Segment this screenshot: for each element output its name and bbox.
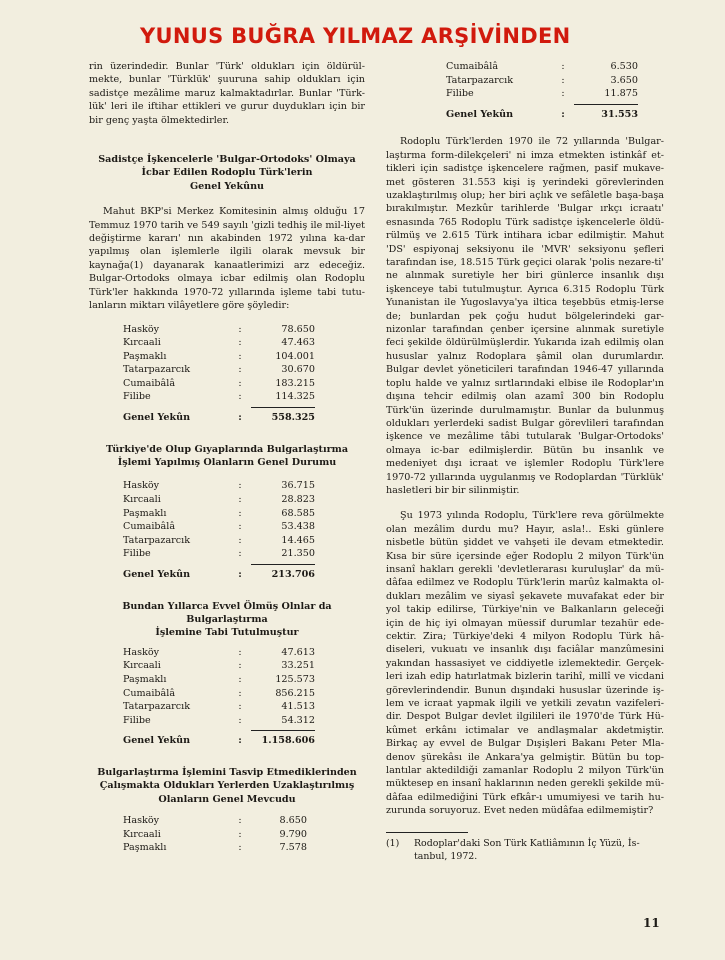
rule-row (123, 404, 315, 411)
row-separator: : (238, 646, 242, 658)
body-paragraph-1: Mahut BKP'si Merkez Komitesinin almış olduğu 17 Temmuz 1970 tarih ve 549 sayılı 'gizli tedhiş ile mil-liyet değiştirme kararı' nın akabinden 1972 yılına ka-dar yapılmış olan işlemlerle ilgili olarak mevsuk bir kaynağa(1) dayanarak kanaatlerimizi arz edeceğiz. Bulgar-Ortodoks olmaya icbar edilmiş olan Rodoplu Türk'ler hakkında 1970-72 yıllarında işleme tabi tutu-lanların miktarı vilâyetlere göre şöyledir: (89, 206, 365, 312)
total-label: Genel Yekûn (123, 412, 191, 424)
row-separator: : (238, 507, 242, 519)
row-value: 47.613 (281, 646, 315, 658)
footnote-divider (386, 832, 468, 833)
total-separator: : (238, 569, 242, 581)
total-separator: : (238, 412, 242, 424)
row-value: 7.578 (279, 842, 307, 854)
table-row (123, 659, 315, 673)
row-value: 54.312 (281, 714, 315, 726)
row-value: 41.513 (281, 701, 315, 713)
table-row (123, 493, 315, 507)
stats-table-5 (446, 60, 638, 121)
row-label: Hasköy (123, 323, 160, 335)
row-separator: : (238, 337, 242, 349)
row-label: Cumaibâlâ (123, 377, 176, 389)
row-value: 11.875 (604, 88, 638, 100)
table-row (123, 673, 315, 687)
total-row (446, 108, 638, 122)
total-separator: : (561, 108, 565, 120)
page-number: 11 (643, 916, 660, 930)
section-heading-3: Bundan Yıllarca Evvel Ölmüş Olnlar da Bulgarlaştırma İşlemine Tabi Tutulmuştur (122, 600, 332, 639)
row-value: 68.585 (281, 507, 315, 519)
row-label: Kırcaali (123, 660, 161, 672)
row-separator: : (238, 377, 242, 389)
row-value: 53.438 (281, 521, 315, 533)
row-separator: : (238, 480, 242, 492)
rule-row (123, 727, 315, 734)
row-label: Kırcaali (123, 337, 161, 349)
row-label: Hasköy (123, 480, 160, 492)
table-row (123, 377, 315, 391)
row-value: 3.650 (610, 74, 638, 86)
row-label: Tatarpazarcık (446, 74, 514, 86)
table-row (123, 363, 315, 377)
row-value: 33.251 (281, 660, 315, 672)
table-row (123, 814, 307, 828)
row-value: 47.463 (281, 337, 315, 349)
row-label: Cumaibâlâ (123, 521, 176, 533)
right-column (386, 60, 664, 863)
row-value: 183.215 (275, 377, 315, 389)
body-paragraph-2: Rodoplu Türk'lerden 1970 ile 72 yıllarında 'Bulgar-laştırma form-dilekçeleri' ni imza etmekten istinkâf et-tikleri için sadistçe işkencelere rağmen, pasif mukave-met gösteren 31.553 kişi iş yerindeki görevlerinden uzaklaştırılmış olup; her biri açlık ve sefâletle başa-başa bırakılmıştır. Mezkûr tarihlerde 'Bulgar ırkçı icraatı' esnasında 765 Rodoplu Türk sadistçe işkencelerle öldü-rülmüş ve 2.615 Türk intihara icbar edilmiştir. Mahut 'DS' espiyonaj seksiyonu ile 'MVR' seksiyonu şefleri tarafından ise, 18.515 Türk geçici olarak 'polis nezare-ti' ne alınmak suretiyle her biri günlerce insanlık dışı işkenceye tabi tutulmuştur. Ayrıca 6.315 Rodoplu Türk Yunanistan ile Yugoslavya'ya iltica teşebbüs etmiş-lerse de; bunlardan pek çoğu hudut bölgelerindeki gar-nizonlar tarafından çenber içersine alınmak suretiyle feci şekilde öldürülmüşlerdir. Yukarıda izah edilmiş olan hususlar yalnız Rodoplara şâmil olan durumlardır. Bulgar devlet yöneticileri tarafından 1946-47 yıllarında toplu halde ve yalnız sırtlarındaki elbise ile Rodoplar'ın dışına tehcir edilmiş olan azamî 300 bin Rodoplu Türk'ün üzerinde durulmamıştır. Bunlar da bulunmuş oldukları yerlerdeki sadist Bulgar görevlileri tarafından işkence ve mezâlime tâbi tutularak 'Bulgar-Ortodoks' olmaya ic-bar edilmişlerdir. Bütün bu insanlık ve medeniyet dışı icraat ve işlemler Rodoplu Türk'lere 1970-72 yıllarında uygulanmış ve Rodoplardan 'Türklük' hasletleri bir bir silinmiştir. (386, 136, 664, 496)
row-value: 114.325 (275, 391, 315, 403)
row-label: Hasköy (123, 815, 160, 827)
table-row (446, 60, 638, 74)
row-separator: : (238, 548, 242, 560)
total-value: 1.158.606 (261, 735, 315, 747)
section-heading-4: Bulgarlaştırma İşlemini Tasvip Etmediklerinden Çalışmakta Oldukları Yerlerden Uzaklaştırılmış Olanların Genel Mevcudu (97, 767, 357, 805)
table-row (123, 534, 315, 548)
table-row (123, 687, 315, 701)
row-label: Paşmaklı (123, 350, 167, 362)
row-separator: : (561, 74, 565, 86)
table-row (123, 714, 315, 728)
left-column (89, 60, 365, 855)
row-value: 856.215 (275, 687, 315, 699)
footnote (386, 837, 664, 863)
row-label: Cumaibâlâ (123, 687, 176, 699)
table-row (123, 336, 315, 350)
table-row (123, 323, 315, 337)
row-value: 14.465 (281, 534, 315, 546)
row-separator: : (238, 687, 242, 699)
row-value: 6.530 (610, 61, 638, 72)
row-label: Tatarpazarcık (123, 534, 191, 546)
row-label: Filibe (123, 548, 151, 560)
stats-table-3 (123, 646, 315, 748)
table-row (123, 479, 315, 493)
table-row (123, 520, 315, 534)
row-separator: : (238, 364, 242, 376)
stats-table-4 (123, 814, 307, 855)
row-label: Paşmaklı (123, 842, 167, 854)
row-separator: : (238, 701, 242, 713)
sum-rule (251, 407, 315, 408)
row-label: Cumaibâlâ (446, 61, 499, 72)
table-row (123, 390, 315, 404)
row-label: Kırcaali (123, 494, 161, 506)
row-separator: : (561, 61, 565, 72)
table-row (123, 350, 315, 364)
footnote-mark: (1) (386, 837, 400, 849)
row-label: Kırcaali (123, 828, 161, 840)
row-label: Filibe (123, 391, 151, 403)
archive-watermark: YUNUS BUĞRA YILMAZ ARŞİVİNDEN (140, 24, 571, 48)
row-value: 36.715 (281, 480, 315, 492)
total-value: 558.325 (271, 412, 315, 424)
row-separator: : (238, 828, 242, 840)
row-value: 21.350 (281, 548, 315, 560)
table-row (123, 828, 307, 842)
sum-rule (251, 564, 315, 565)
row-separator: : (238, 842, 242, 854)
row-value: 104.001 (275, 350, 315, 362)
row-label: Filibe (446, 88, 474, 100)
total-row (123, 734, 315, 748)
row-value: 8.650 (279, 815, 307, 827)
table-row (123, 646, 315, 660)
table-row (446, 87, 638, 101)
row-value: 78.650 (281, 323, 315, 335)
total-label: Genel Yekûn (446, 108, 514, 120)
total-value: 213.706 (271, 569, 315, 581)
row-value: 9.790 (279, 828, 307, 840)
row-separator: : (238, 350, 242, 362)
table-row (123, 841, 307, 855)
table-row (123, 547, 315, 561)
row-separator: : (238, 815, 242, 827)
rule-row (446, 101, 638, 108)
row-label: Paşmaklı (123, 507, 167, 519)
section-heading-2: Türkiye'de Olup Gıyaplarında Bulgarlaştırma İşlemi Yapılmış Olanların Genel Durumu (105, 443, 349, 469)
row-separator: : (238, 660, 242, 672)
footnote-text: Rodoplar'daki Son Türk Katliâmının İç Yüzü, İs-tanbul, 1972. (414, 837, 640, 862)
sum-rule (251, 730, 315, 731)
total-row (123, 411, 315, 425)
row-label: Tatarpazarcık (123, 364, 191, 376)
row-value: 125.573 (275, 674, 315, 686)
total-row (123, 568, 315, 582)
row-label: Paşmaklı (123, 674, 167, 686)
intro-paragraph: rin üzerindedir. Bunlar 'Türk' oldukları için öldürül-mekte, bunlar 'Türklük' şuuruna sahip oldukları için sadistçe mezâlime maruz kalmaktadırlar. Bunlar 'Türk-lük' leri ile iftihar ettikleri ve gurur duydukları için bir bir genç yaşta ölmektedirler. (89, 61, 365, 126)
row-separator: : (238, 494, 242, 506)
row-separator: : (238, 714, 242, 726)
row-separator: : (238, 391, 242, 403)
row-separator: : (238, 521, 242, 533)
row-separator: : (238, 323, 242, 335)
row-label: Tatarpazarcık (123, 701, 191, 713)
total-label: Genel Yekûn (123, 569, 191, 581)
section-heading-1: Sadistçe İşkencelerle 'Bulgar-Ortodoks' Olmaya İcbar Edilen Rodoplu Türk'lerin Genel Yekûnu (98, 154, 356, 192)
row-label: Hasköy (123, 646, 160, 658)
row-label: Filibe (123, 714, 151, 726)
sum-rule (574, 104, 638, 105)
table-row (123, 700, 315, 714)
row-value: 28.823 (281, 494, 315, 506)
stats-table-2 (123, 479, 315, 581)
total-separator: : (238, 735, 242, 747)
table-row (123, 507, 315, 521)
row-separator: : (238, 534, 242, 546)
body-paragraph-3: Şu 1973 yılında Rodoplu, Türk'lere reva görülmekte olan mezâlim durdu mu? Hayır, asla!.. Eski günlere nisbetle bütün şiddet ve vahşeti ile devam etmektedir. Kısa bir süre içersinde eğer Rodoplu 2 milyon Türk'ün insanî hakları gerekli 'devletlerarası kuruluşlar' da mü-dâfaa edilmez ve Rodoplu Türk'lerin marûz kalmakta ol-dukları mezâlim ve siyasî şekavete muvafakat eder bir yol takip edilirse, Türkiye'nin ve Balkanların geleceği için de hiç iyi olmayan müessif durumlar tezahür ede-cektir. Zira; Türkiye'deki 4 milyon Rodoplu Türk hâ-diseleri, vukuatı ve insanlık dışı faciâlar manzûmesini yakından hassasiyet ve ciddiyetle izlemektedir. Gerçek-leri izah edip hatırlatmak bizlerin tarihî, millî ve vicdani görevlerindendir. Bunun dışındaki hususlar üzerinde iş-lem ve icraat yapmak ilgili ve yetkili zevatın vazifeleri-dir. Despot Bulgar devlet ilgilileri ile 1970'de Türk Hü-kûmet erkânı ictimalar ve andlaşmalar akdetmiştir. Birkaç ay evvel de Bulgar Dışişleri Bakanı Peter Mla-denov şürekâsı ile Ankara'ya gelmiştir. Bütün bu top-lantılar aktedildiği zamanlar Rodoplu 2 milyon Türk'ün müktesep en insanî haklarının neden gerekli şekilde mü-dâfaa edilmediğini Türk efkâr-ı umumiyesi ve tarih hu-zurunda soruyoruz. Evet neden müdâfaa edilmemiştir? (386, 510, 664, 817)
row-value: 30.670 (281, 364, 315, 376)
row-separator: : (561, 88, 565, 100)
row-separator: : (238, 674, 242, 686)
table-row (446, 74, 638, 88)
rule-row (123, 561, 315, 568)
total-label: Genel Yekûn (123, 735, 191, 747)
stats-table-1 (123, 323, 315, 425)
total-value: 31.553 (601, 108, 638, 120)
